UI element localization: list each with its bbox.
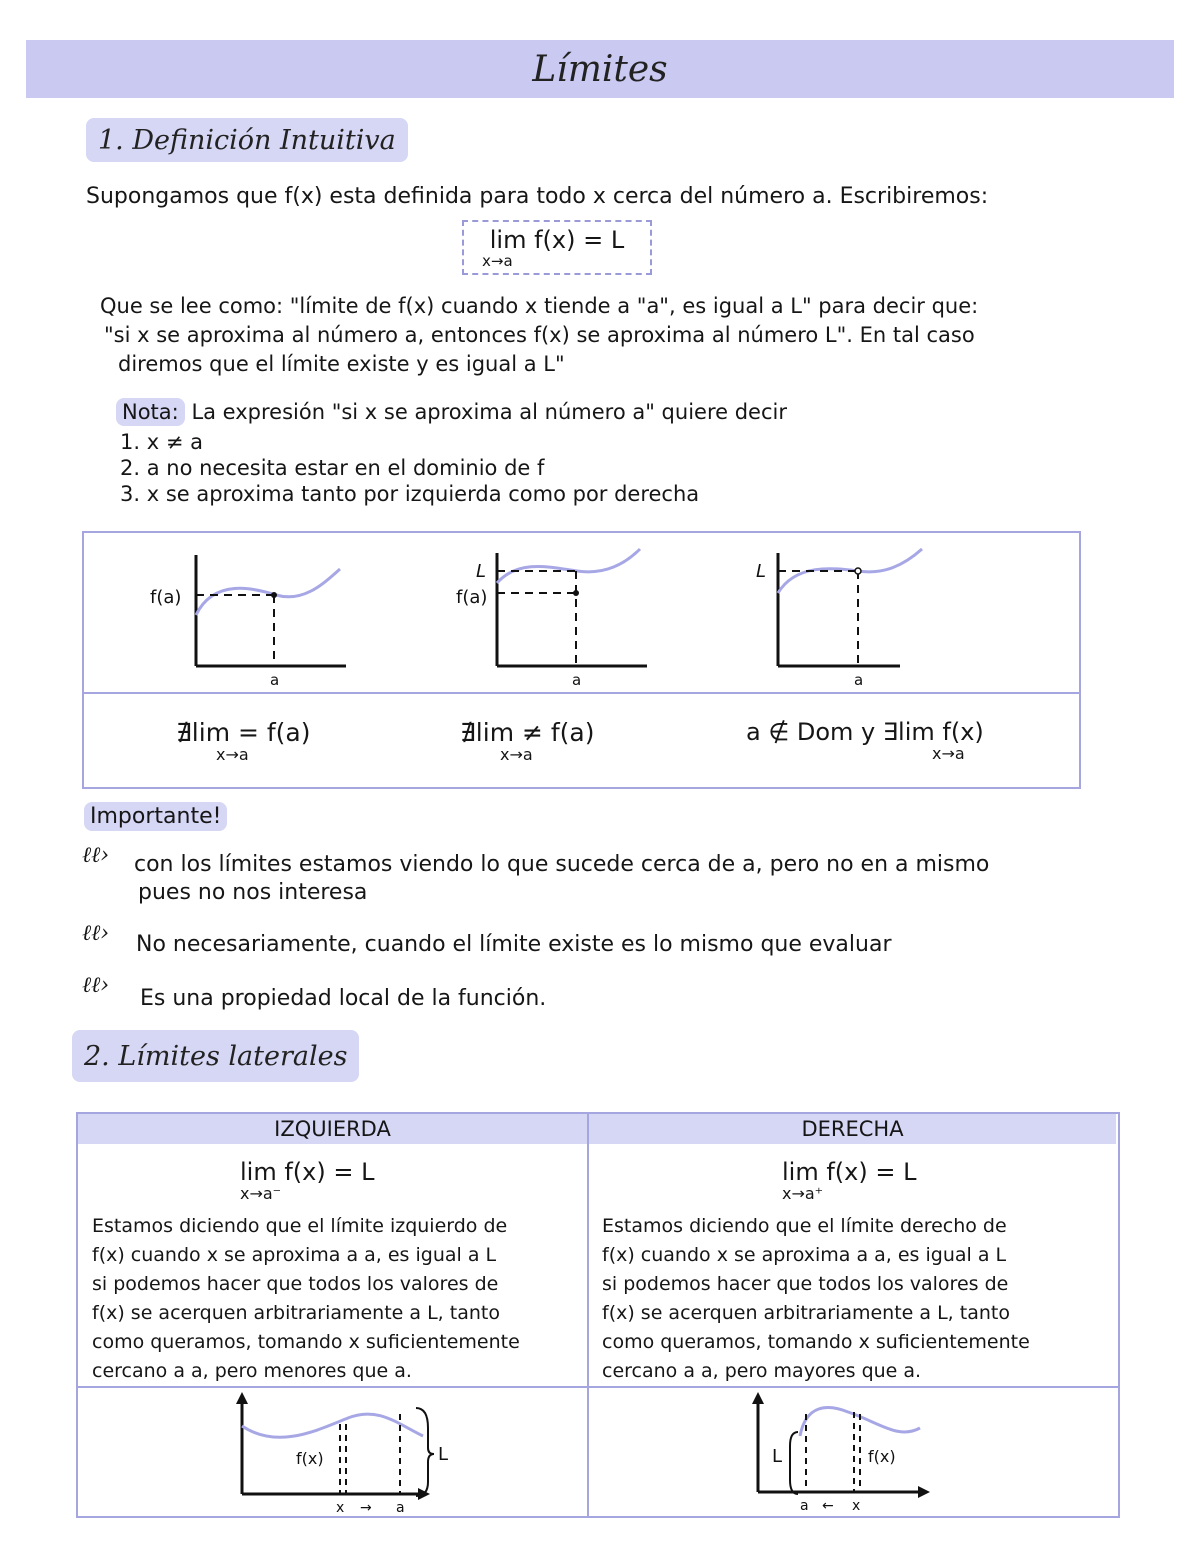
right-text: [602, 1212, 1030, 1386]
left-text-line: si podemos hacer que todos los valores de: [92, 1273, 499, 1295]
graph-1-limit-text: ∄lim = f(a): [176, 718, 311, 747]
limit-formula: [462, 220, 652, 275]
right-text-line: Estamos diciendo que el límite derecho de: [602, 1215, 1007, 1237]
page-title: Límites: [532, 48, 668, 90]
note-item-3: 3. x se aproxima tanto por izquierda como por derecha: [120, 482, 700, 506]
right-graph-arrow: ←: [822, 1498, 834, 1514]
note-text: La expresión "si x se aproxima al número a" quiere decir: [191, 400, 787, 424]
left-formula-main: lim f(x) = L: [240, 1158, 375, 1186]
section-heading-2: 2. Límites laterales: [72, 1030, 359, 1082]
right-formula-main: lim f(x) = L: [782, 1158, 917, 1186]
left-graph-llabel: L: [438, 1444, 449, 1465]
left-graph-xlabel: x: [336, 1500, 345, 1514]
reading-line-3: diremos que el límite existe y es igual a L": [118, 352, 565, 376]
left-formula: [240, 1158, 374, 1202]
intro-text: Supongamos que f(x) esta definida para todo x cerca del número a. Escribiremos:: [86, 184, 989, 209]
graph-2-limit: [460, 718, 595, 763]
graph-3-limit-text: a ∉ Dom y ∃lim f(x): [746, 718, 984, 746]
graph-2-limit-sub: x→a: [500, 745, 533, 764]
right-text-line: f(x) cuando x se aproxima a a, es igual a L: [602, 1244, 1007, 1266]
graph-2-ylabel-fa: f(a): [456, 587, 488, 608]
graph-3-ylabel: L: [756, 561, 767, 582]
graph-2-xlabel: a: [572, 671, 582, 689]
important-bullet-3: Es una propiedad local de la función.: [140, 986, 547, 1011]
right-graph-xlabel: x: [852, 1498, 861, 1514]
left-text: [92, 1212, 520, 1386]
reading-line-1: Que se lee como: "límite de f(x) cuando x tiende a "a", es igual a L" para decir que:: [100, 294, 979, 318]
graphs-divider: [84, 692, 1079, 694]
note-label: Nota:: [116, 398, 185, 426]
right-graph-llabel: L: [772, 1446, 783, 1467]
right-text-line: cercano a a, pero mayores que a.: [602, 1360, 922, 1382]
graph-3-limit-sub: x→a: [932, 744, 965, 763]
left-formula-sub: x→a⁻: [240, 1184, 282, 1203]
graph-3-limit: [746, 718, 984, 762]
right-lateral-graph: [752, 1392, 930, 1514]
left-text-line: f(x) cuando x se aproxima a a, es igual a L: [92, 1244, 497, 1266]
important-bullet-1: con los límites estamos viendo lo que sucede cerca de a, pero no en a mismo: [134, 852, 990, 877]
graph-1-ylabel: f(a): [150, 587, 182, 608]
right-graph-alabel: a: [800, 1498, 809, 1514]
graph-3-xlabel: a: [854, 671, 864, 689]
graph-1-xlabel: a: [270, 671, 280, 689]
note: [116, 400, 787, 424]
left-text-line: cercano a a, pero menores que a.: [92, 1360, 412, 1382]
graph-2-limit-text: ∄lim ≠ f(a): [460, 718, 595, 747]
right-text-line: f(x) se acerquen arbitrariamente a L, tanto: [602, 1302, 1010, 1324]
lateral-graphs-svg: [78, 1388, 1116, 1514]
right-graph-flabel: f(x): [868, 1447, 896, 1466]
left-graph-arrow: →: [360, 1500, 372, 1514]
important-bullet-1b: pues no nos interesa: [138, 880, 368, 905]
bullet-icon: ℓℓ›: [82, 921, 110, 946]
title-bar: [26, 40, 1174, 98]
left-text-line: como queramos, tomando x suficientemente: [92, 1331, 520, 1353]
important-label: Importante!: [84, 802, 227, 831]
right-formula-sub: x→a⁺: [782, 1184, 824, 1203]
left-graph-alabel: a: [396, 1500, 405, 1514]
col-head-right: DERECHA: [589, 1114, 1116, 1144]
graph-2: [456, 549, 647, 689]
section-heading-1: 1. Definición Intuitiva: [86, 118, 408, 162]
graph-1: [150, 555, 346, 689]
limit-formula-main: lim f(x) = L: [489, 226, 625, 254]
limit-formula-sub: x→a: [482, 252, 513, 270]
note-item-2: 2. a no necesita estar en el dominio de f: [120, 456, 545, 480]
left-lateral-graph: [236, 1392, 448, 1514]
right-text-line: si podemos hacer que todos los valores de: [602, 1273, 1009, 1295]
right-formula: [782, 1158, 916, 1202]
reading-line-2: "si x se aproxima al número a, entonces f(x) se aproxima al número L". En tal caso: [104, 323, 975, 347]
graph-3: [756, 549, 922, 689]
graph-1-limit: [176, 718, 311, 763]
graphs-svg: [84, 533, 1077, 691]
left-text-line: Estamos diciendo que el límite izquierdo de: [92, 1215, 508, 1237]
left-graph-flabel: f(x): [296, 1449, 324, 1468]
bullet-icon: ℓℓ›: [82, 843, 110, 868]
note-item-1: 1. x ≠ a: [120, 430, 203, 454]
graph-2-ylabel-l: L: [476, 561, 487, 582]
right-text-line: como queramos, tomando x suficientemente: [602, 1331, 1030, 1353]
bullet-icon: ℓℓ›: [82, 973, 110, 998]
left-text-line: f(x) se acerquen arbitrariamente a L, tanto: [92, 1302, 500, 1324]
col-head-left: IZQUIERDA: [78, 1114, 587, 1144]
important-bullet-2: No necesariamente, cuando el límite existe es lo mismo que evaluar: [136, 932, 892, 957]
graph-1-limit-sub: x→a: [216, 745, 249, 764]
